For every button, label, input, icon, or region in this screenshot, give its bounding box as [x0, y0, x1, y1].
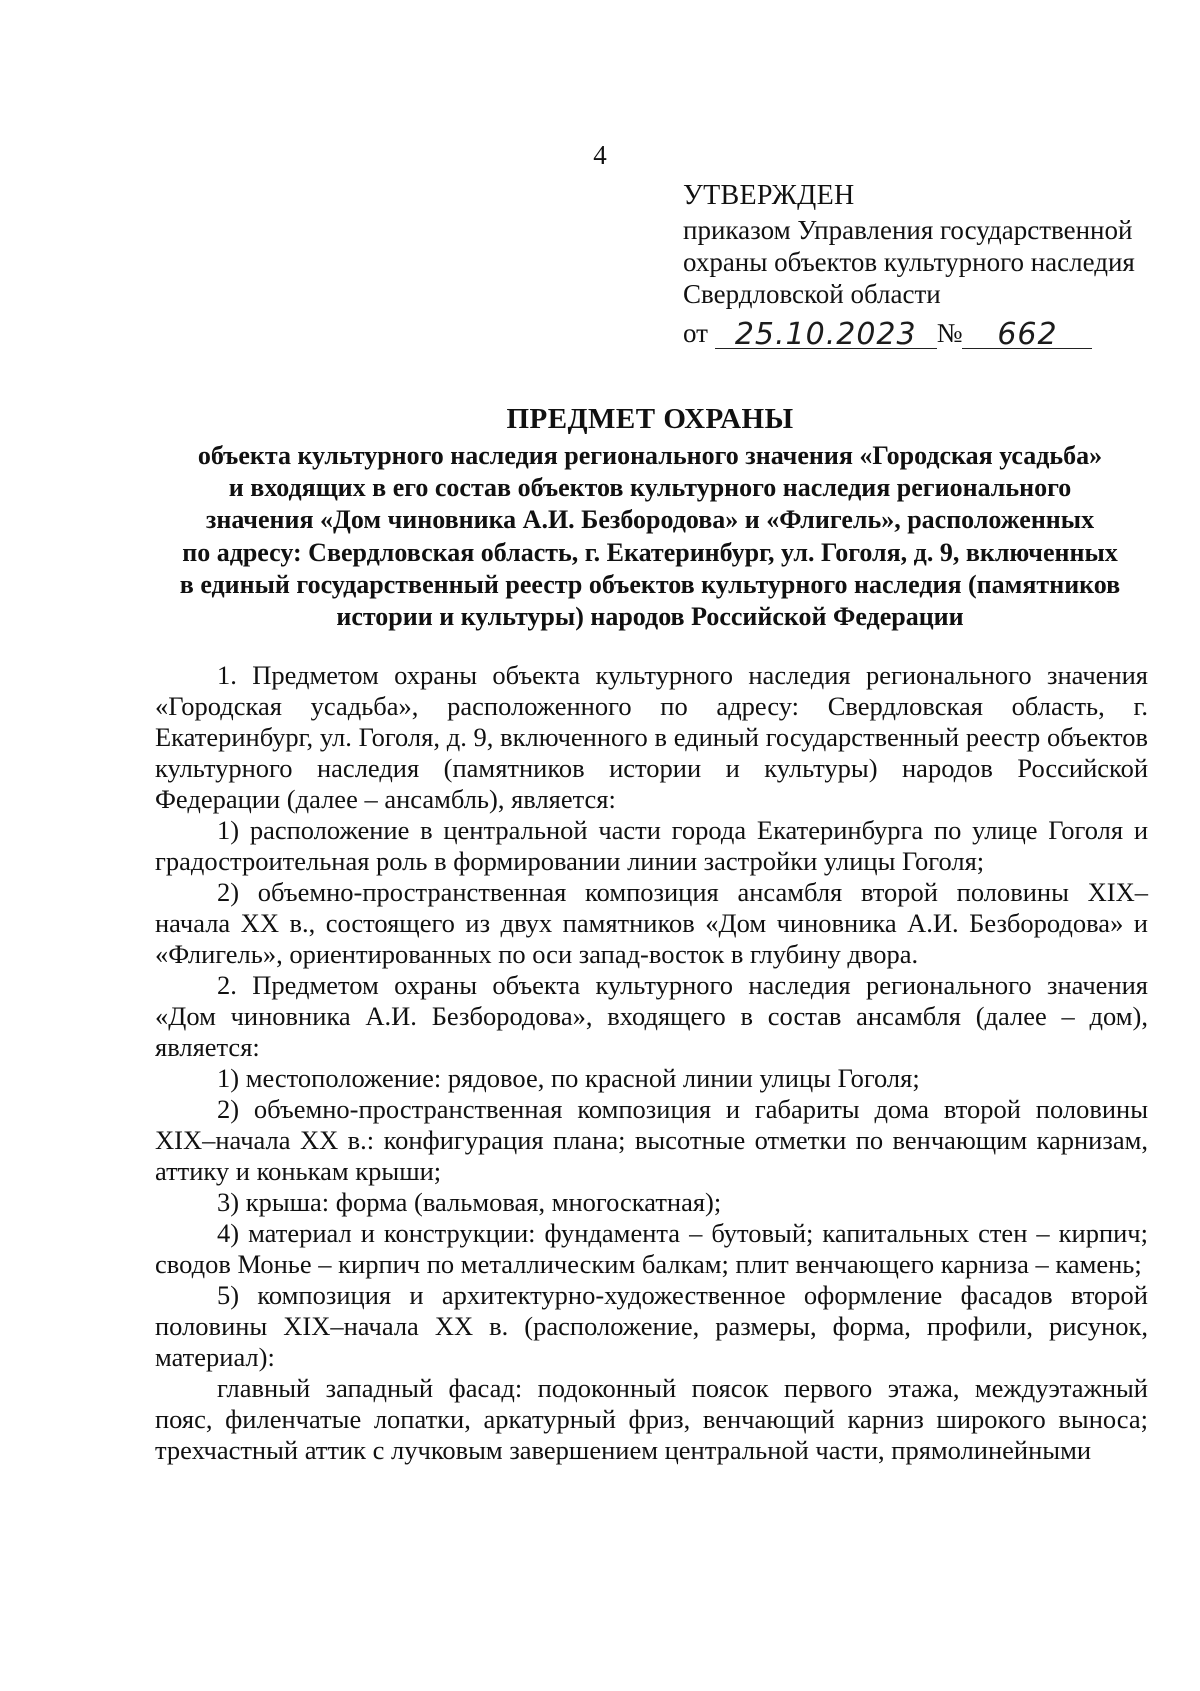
paragraph: 2) объемно-пространственная композиция ансамбля второй половины XIX–начала XX в., состоящего из двух памятников «Дом чиновника А.И. Безбородова» и «Флигель», ориентированных по оси запад-восток в глубину двора.	[155, 877, 1148, 969]
paragraph: 2. Предметом охраны объекта культурного наследия регионального значения «Дом чиновника А.И. Безбородова», входящего в состав ансамбля (далее – дом), является:	[155, 970, 1148, 1062]
document-title: ПРЕДМЕТ ОХРАНЫ	[506, 403, 794, 435]
page-number: 4	[593, 140, 607, 170]
paragraph: 1) местоположение: рядовое, по красной линии улицы Гоголя;	[217, 1063, 920, 1093]
document-subtitle-line: по адресу: Свердловская область, г. Екатеринбург, ул. Гоголя, д. 9, включенных	[182, 537, 1118, 567]
paragraph: 4) материал и конструкции: фундамента – бутовый; капитальных стен – кирпич; сводов Монье – кирпич по металлическим балкам; плит венчающего карниза – камень;	[155, 1218, 1148, 1279]
paragraph: 3) крыша: форма (вальмовая, многоскатная);	[217, 1187, 722, 1217]
paragraph: 2) объемно-пространственная композиция и габариты дома второй половины XIX–начала XX в.: конфигурация плана; высотные отметки по венчающим карнизам, аттику и конькам крыши;	[155, 1094, 1148, 1186]
document-title-block	[150, 402, 1150, 633]
order-date-field	[715, 317, 937, 352]
approval-stamp-block	[683, 180, 1153, 352]
order-number-field	[962, 317, 1092, 352]
document-subtitle-line: значения «Дом чиновника А.И. Безбородова» и «Флигель», расположенных	[205, 505, 1095, 535]
approval-order-reference	[683, 314, 1153, 352]
document-body	[155, 660, 1148, 1466]
document-subtitle-line: истории и культуры) народов Российской Федерации	[336, 602, 964, 632]
date-prefix: от	[683, 318, 708, 348]
paragraph: главный западный фасад: подоконный поясок первого этажа, междуэтажный пояс, филенчатые лопатки, аркатурный фриз, венчающий карниз широкого выноса; трехчастный аттик с лучковым завершением центральной части, прямолинейными	[155, 1373, 1148, 1465]
approval-line: охраны объектов культурного наследия	[683, 247, 1135, 277]
paragraph: 1) расположение в центральной части города Екатеринбурга по улице Гоголя и градостроительная роль в формировании линии застройки улицы Гоголя;	[155, 815, 1148, 876]
document-subtitle-line: объекта культурного наследия регионального значения «Городская усадьба»	[197, 441, 1103, 470]
approval-line: Свердловской области	[683, 279, 941, 309]
document-subtitle-line: и входящих в его состав объектов культурного наследия регионального	[228, 473, 1072, 503]
order-number-handwritten: 662	[997, 317, 1058, 352]
paragraph: 5) композиция и архитектурно-художественное оформление фасадов второй половины XIX–начала XX в. (расположение, размеры, форма, профили, рисунок, материал):	[155, 1280, 1148, 1372]
approval-line: приказом Управления государственной	[683, 215, 1133, 245]
paragraph: 1. Предметом охраны объекта культурного наследия регионального значения «Городская усадьба», расположенного по адресу: Свердловская область, г. Екатеринбург, ул. Гоголя, д. 9, включенного в единый государственный реестр объектов культурного наследия (памятников истории и культуры) народов Российской Федерации (далее – ансамбль), является:	[155, 660, 1148, 814]
document-subtitle-line: в единый государственный реестр объектов культурного наследия (памятников	[179, 569, 1121, 599]
approval-heading: УТВЕРЖДЕН	[683, 180, 855, 211]
number-sign: №	[936, 318, 963, 348]
order-date-handwritten: 25.10.2023	[734, 317, 917, 352]
